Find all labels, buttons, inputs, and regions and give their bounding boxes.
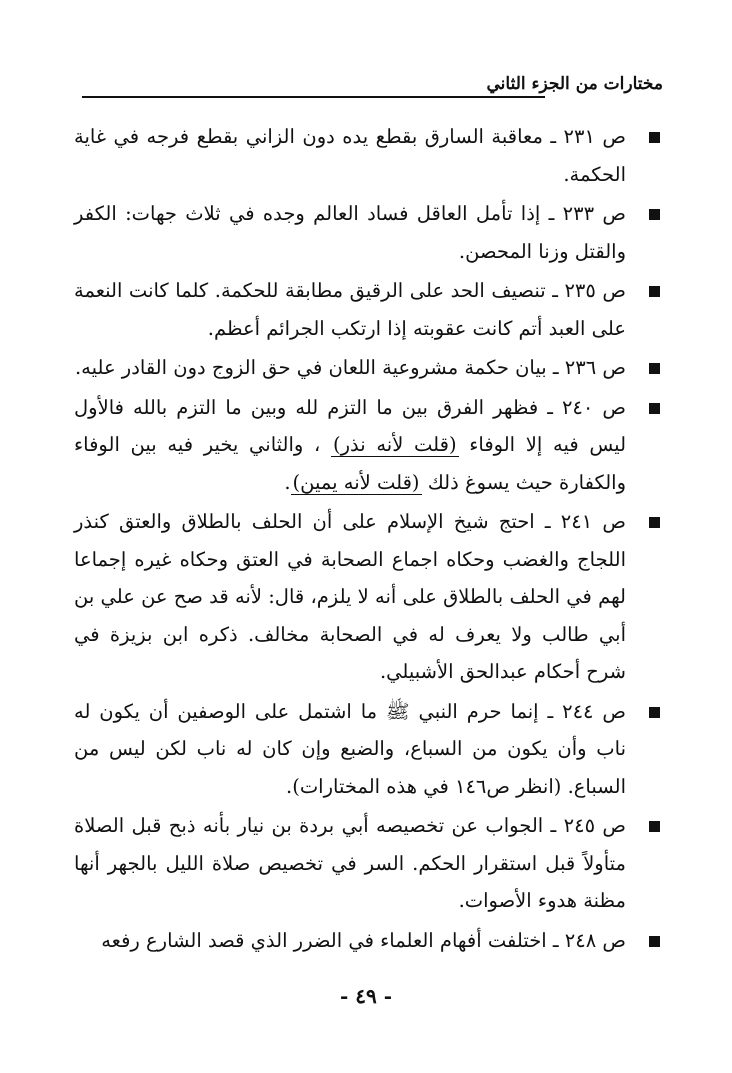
- page-reference: ص ٢٤١ ـ: [544, 510, 626, 533]
- entry: [74, 349, 664, 387]
- header-title: مختارات من الجزء الثاني: [486, 74, 663, 94]
- entry-text: إذا تأمل العاقل فساد العالم وجده في ثلاث جهات: الكفر والقتل وزنا المحصن.: [74, 202, 626, 263]
- entry: [74, 807, 664, 920]
- entry-text: بيان حكمة مشروعية اللعان في حق الزوج دون القادر عليه.: [74, 356, 553, 379]
- page-reference: ص ٢٤٨ ـ: [552, 928, 626, 952]
- entry-text: .: [284, 470, 291, 494]
- entry: [74, 693, 664, 806]
- square-bullet-icon: [649, 936, 660, 947]
- entry: [74, 118, 664, 193]
- entry-text: اختلفت أفهام العلماء في الضرر الذي قصد الشارع رفعه: [101, 928, 553, 952]
- header-rule: [82, 96, 545, 98]
- entry-text: احتج شيخ الإسلام على أن الحلف بالطلاق والعتق كنذر اللجاج والغضب وحكاه اجماع الصحابة في العتق وحكاه غيره إجماعا لهم في الحلف بالطلاق على أنه لا يلزم، قال: لأنه قد صح عن علي بن أبي طالب ولا يعرف له في الصحابة مخالف. ذكره ابن بزيزة في شرح أحكام عبدالحق الأشبيلي.: [74, 510, 626, 683]
- entry: [74, 389, 664, 502]
- page-reference: ص ٢٤٤ ـ: [547, 699, 626, 723]
- page-number: - ٤٩ -: [339, 984, 392, 1008]
- page-reference: ص ٢٤٥ ـ: [550, 814, 626, 837]
- square-bullet-icon: [649, 403, 660, 414]
- editor-note: (قلت لأنه نذر): [332, 433, 457, 456]
- entry: [74, 195, 664, 270]
- entry-text: تنصيف الحد على الرقيق مطابقة للحكمة. كلما كانت النعمة على العبد أتم كانت عقوبته إذا ارتكب الجرائم أعظم.: [74, 279, 626, 340]
- square-bullet-icon: [649, 363, 660, 374]
- entries-list: [74, 118, 664, 961]
- entry-text: معاقبة السارق بقطع يده دون الزاني بقطع فرجه في غاية الحكمة.: [74, 125, 626, 186]
- square-bullet-icon: [649, 707, 660, 718]
- square-bullet-icon: [649, 209, 660, 220]
- entry-text: إنما حرم النبي ﷺ ما اشتمل على الوصفين أن يكون له ناب وأن يكون من السباع، والضبع وإن كان له ناب لكن ليس من السباع. (انظر ص١٤٦ في هذه المختارات).: [74, 699, 626, 798]
- page-reference: ص ٢٣٦ ـ: [552, 356, 626, 379]
- entry: [74, 272, 664, 347]
- page-reference: ص ٢٣١ ـ: [550, 125, 627, 148]
- page-reference: ص ٢٤٠ ـ: [547, 395, 626, 419]
- running-header: [82, 70, 667, 104]
- entry-text: الجواب عن تخصيصه أبي بردة بن نيار بأنه ذبح قبل الصلاة متأولاً قبل استقرار الحكم. السر في تخصيص صلاة الليل بالجهر أنها مظنة هدوء الأصوات.: [74, 814, 626, 912]
- entry: [74, 503, 664, 691]
- page-reference: ص ٢٣٣ ـ: [548, 202, 626, 225]
- square-bullet-icon: [649, 821, 660, 832]
- entry-text: فظهر الفرق بين ما التزم لله وبين ما التزم بالله فالأول ليس فيه إلا الوفاء: [74, 395, 627, 456]
- page-reference: ص ٢٣٥ ـ: [552, 279, 626, 302]
- square-bullet-icon: [649, 286, 660, 297]
- entry: [74, 922, 664, 960]
- square-bullet-icon: [649, 517, 660, 528]
- entry-text: ، والثاني يخير فيه بين الوفاء والكفارة حيث يسوغ ذلك: [74, 433, 626, 494]
- square-bullet-icon: [649, 132, 660, 143]
- editor-note: (قلت لأنه يمين): [292, 470, 420, 494]
